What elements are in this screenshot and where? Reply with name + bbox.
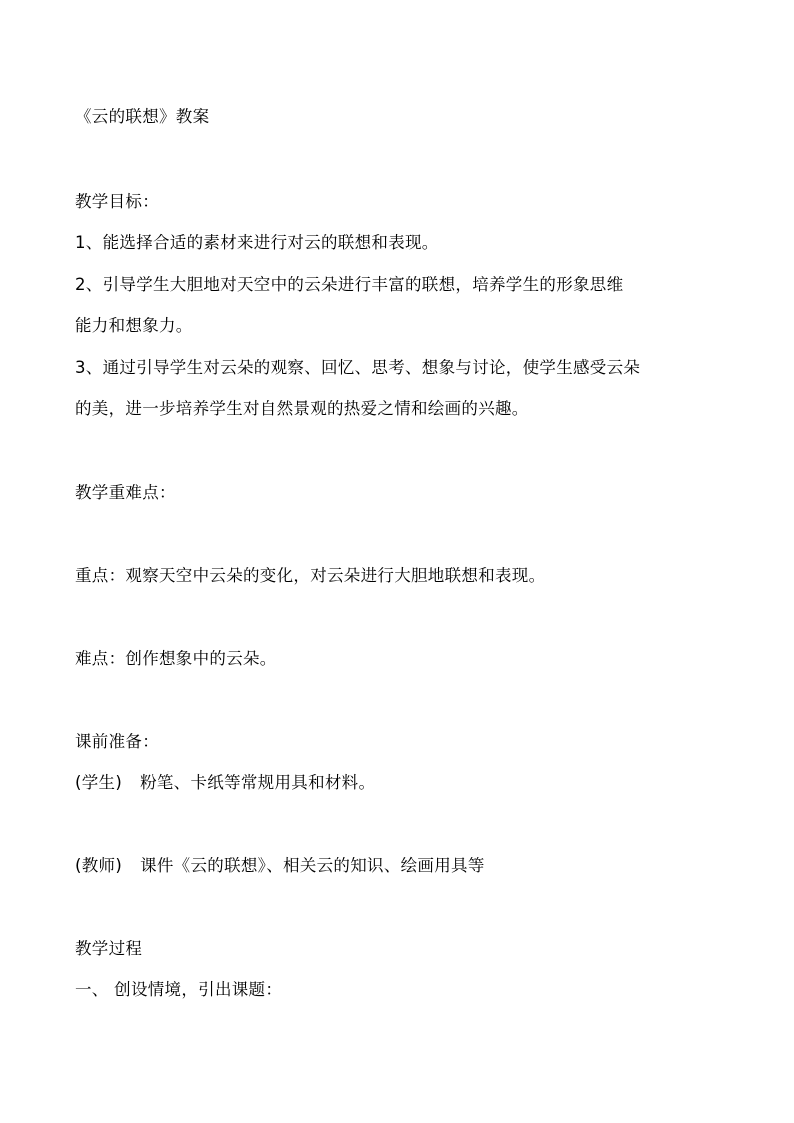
objective-item-3-line-2: 的美，进一步培养学生对自然景观的热爱之情和绘画的兴趣。 <box>75 399 529 418</box>
objectives-heading: 教学目标： <box>75 192 159 211</box>
objective-item-2-line-2: 能力和想象力。 <box>75 316 193 335</box>
preparation-students <box>75 773 375 793</box>
preparation-students-label: (学生) <box>75 773 123 792</box>
preparation-teacher-text: 课件《云的联想》、相关云的知识、绘画用具等 <box>140 856 485 875</box>
objective-item-1: 1、能选择合适的素材来进行对云的联想和表现。 <box>75 233 439 252</box>
key-point-focus: 重点：观察天空中云朵的变化，对云朵进行大胆地联想和表现。 <box>75 566 546 585</box>
preparation-heading: 课前准备： <box>75 732 159 751</box>
objective-item-3-line-1: 3、通过引导学生对云朵的观察、回忆、思考、想象与讨论，使学生感受云朵 <box>75 358 641 377</box>
key-point-difficulty: 难点：创作想象中的云朵。 <box>75 649 277 668</box>
process-step-1: 一、 创设情境，引出课题： <box>75 980 283 999</box>
objective-item-2-line-1: 2、引导学生大胆地对天空中的云朵进行丰富的联想，培养学生的形象思维 <box>75 275 624 294</box>
document-title: 《云的联想》教案 <box>75 107 210 126</box>
preparation-teacher <box>75 856 485 876</box>
preparation-students-text: 粉笔、卡纸等常规用具和材料。 <box>140 773 376 792</box>
preparation-teacher-label: (教师) <box>75 856 123 875</box>
key-points-heading: 教学重难点： <box>75 483 176 502</box>
process-heading: 教学过程 <box>75 939 143 958</box>
